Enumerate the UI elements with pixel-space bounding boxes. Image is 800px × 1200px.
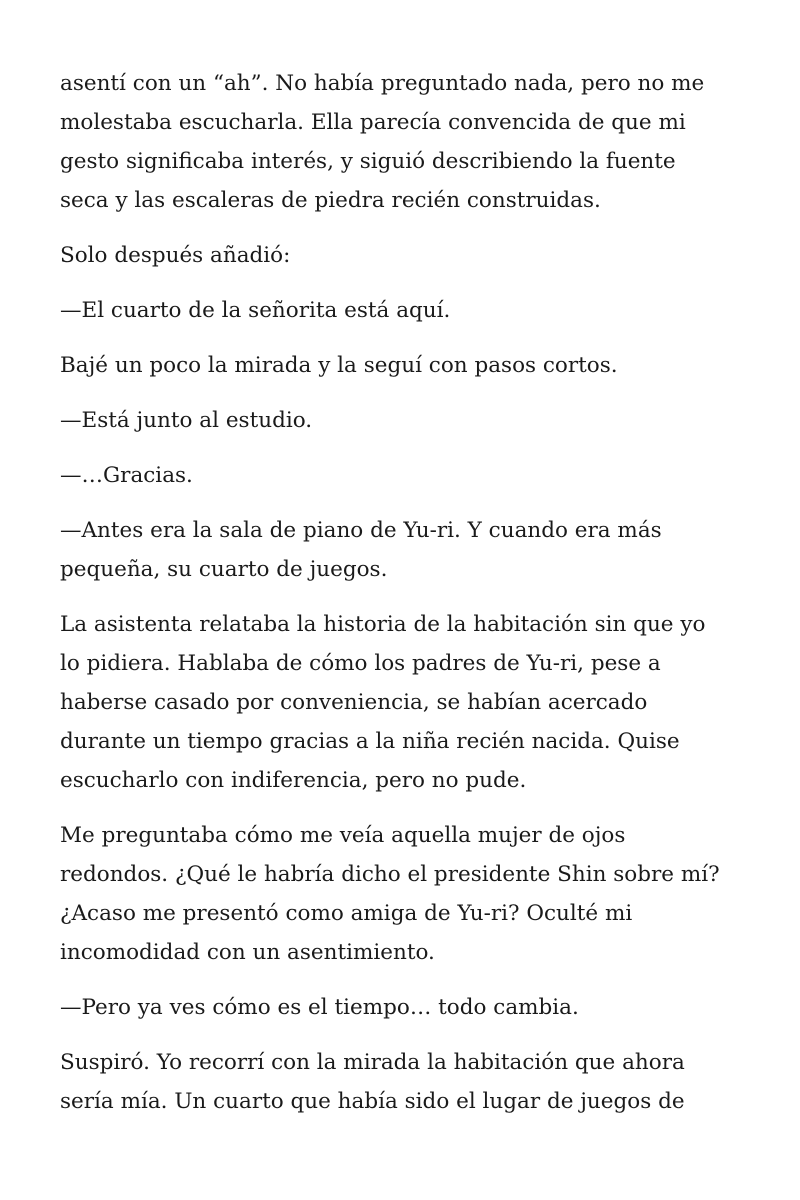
text-line: —Está junto al estudio.	[60, 408, 313, 433]
text-line: —Antes era la sala de piano de Yu-ri. Y cuando era más	[60, 518, 662, 543]
paragraph	[60, 605, 760, 800]
text-line: seca y las escaleras de piedra recién construidas.	[60, 188, 601, 213]
paragraph	[60, 1043, 760, 1121]
text-line: Bajé un poco la mirada y la seguí con pasos cortos.	[60, 353, 618, 378]
text-line: La asistenta relataba la historia de la habitación sin que yo	[60, 612, 706, 637]
text-line: —…Gracias.	[60, 463, 193, 488]
text-line: durante un tiempo gracias a la niña recién nacida. Quise	[60, 729, 680, 754]
text-line: incomodidad con un asentimiento.	[60, 940, 435, 965]
dialogue-paragraph	[60, 988, 760, 1027]
text-line: redondos. ¿Qué le habría dicho el presidente Shin sobre mí?	[60, 862, 720, 887]
text-line: —El cuarto de la señorita está aquí.	[60, 298, 451, 323]
paragraph	[60, 816, 760, 972]
text-line: —Pero ya ves cómo es el tiempo… todo cambia.	[60, 995, 579, 1020]
dialogue-paragraph	[60, 291, 760, 330]
text-line: sería mía. Un cuarto que había sido el lugar de juegos de	[60, 1089, 685, 1114]
dialogue-paragraph	[60, 456, 760, 495]
text-line: asentí con un “ah”. No había preguntado nada, pero no me	[60, 71, 705, 96]
text-line: haberse casado por conveniencia, se habían acercado	[60, 690, 648, 715]
paragraph	[60, 236, 760, 275]
text-line: lo pidiera. Hablaba de cómo los padres de Yu-ri, pese a	[60, 651, 661, 676]
paragraph	[60, 346, 760, 385]
dialogue-paragraph	[60, 511, 760, 589]
text-line: Suspiró. Yo recorrí con la mirada la habitación que ahora	[60, 1050, 685, 1075]
text-line: pequeña, su cuarto de juegos.	[60, 557, 388, 582]
paragraph	[60, 64, 760, 220]
text-line: ¿Acaso me presentó como amiga de Yu-ri? Oculté mi	[60, 901, 633, 926]
text-line: gesto significaba interés, y siguió describiendo la fuente	[60, 149, 676, 174]
text-line: escucharlo con indiferencia, pero no pude.	[60, 768, 527, 793]
text-line: molestaba escucharla. Ella parecía convencida de que mi	[60, 110, 686, 135]
document-page	[60, 64, 760, 1137]
text-line: Me preguntaba cómo me veía aquella mujer de ojos	[60, 823, 626, 848]
dialogue-paragraph	[60, 401, 760, 440]
text-line: Solo después añadió:	[60, 243, 291, 268]
